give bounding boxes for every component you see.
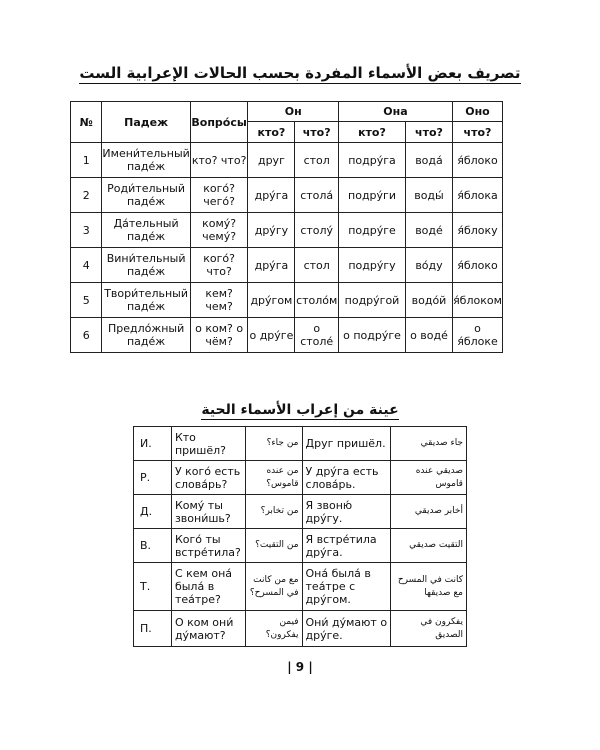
answer-ar: التقيت صديقي <box>391 529 467 563</box>
cell-form: подру́ге <box>339 213 406 248</box>
answer-ru: У дру́га есть слова́рь. <box>302 461 391 495</box>
header-number: № <box>71 102 102 143</box>
cell-form: о воде́ <box>405 318 452 353</box>
cell-form: я́блока <box>452 178 502 213</box>
cell-form: о я́блоке <box>452 318 502 353</box>
cell-form: подру́ги <box>339 178 406 213</box>
cell-form: стол <box>295 143 339 178</box>
cell-form: о дру́ге <box>248 318 295 353</box>
case-questions: о ком? о чём? <box>190 318 248 353</box>
case-abbrev: Р. <box>134 461 172 495</box>
case-questions: кем? чем? <box>190 283 248 318</box>
cell-form: воды́ <box>405 178 452 213</box>
cell-form: дру́гом <box>248 283 295 318</box>
case-name: Да́тельный паде́ж <box>102 213 190 248</box>
table-row <box>134 427 467 461</box>
row-number: 5 <box>71 283 102 318</box>
question-ar: فيمن يفكرون؟ <box>245 611 302 647</box>
cell-form: столу́ <box>295 213 339 248</box>
cell-form: столо́м <box>295 283 339 318</box>
table-row <box>134 461 467 495</box>
answer-ar: كانت في المسرح مع صديقها <box>391 563 467 611</box>
cell-form: вода́ <box>405 143 452 178</box>
answer-ar: أخابر صديقي <box>391 495 467 529</box>
case-questions: кого́? что? <box>190 248 248 283</box>
cell-form: подру́гу <box>339 248 406 283</box>
cell-form: воде́ <box>405 213 452 248</box>
subheader-kto: кто? <box>339 122 406 143</box>
subheader-chto: что? <box>405 122 452 143</box>
header-case: Падеж <box>102 102 190 143</box>
table-row <box>134 495 467 529</box>
cell-form: о подру́ге <box>339 318 406 353</box>
cell-form: друг <box>248 143 295 178</box>
case-name: Имени́тельный паде́ж <box>102 143 190 178</box>
case-questions: кому́? чему́? <box>190 213 248 248</box>
case-questions: кого́? чего́? <box>190 178 248 213</box>
cell-form: стола́ <box>295 178 339 213</box>
cell-form: стол <box>295 248 339 283</box>
table-row <box>71 178 503 213</box>
subheader-chto: что? <box>452 122 502 143</box>
example-table <box>133 426 467 647</box>
answer-ar: جاء صديقي <box>391 427 467 461</box>
case-abbrev: И. <box>134 427 172 461</box>
cell-form: я́блоко <box>452 143 502 178</box>
question-ar: من جاء؟ <box>245 427 302 461</box>
header-on: Он <box>248 102 339 122</box>
table-row <box>134 529 467 563</box>
row-number: 6 <box>71 318 102 353</box>
subheader-kto: кто? <box>248 122 295 143</box>
table-row <box>71 318 503 353</box>
cell-form: дру́га <box>248 248 295 283</box>
question-ru: Кого́ ты встре́тила? <box>171 529 245 563</box>
header-ono: Оно <box>452 102 502 122</box>
table-row <box>134 611 467 647</box>
case-questions: кто? что? <box>190 143 248 178</box>
cell-form: о столе́ <box>295 318 339 353</box>
question-ru: О ком они́ ду́мают? <box>171 611 245 647</box>
cell-form: водо́й <box>405 283 452 318</box>
table-row <box>71 213 503 248</box>
case-name: Вини́тельный паде́ж <box>102 248 190 283</box>
table2-title: عينة من إعراب الأسماء الحية <box>201 402 399 418</box>
table-row <box>71 143 503 178</box>
cell-form: во́ду <box>405 248 452 283</box>
question-ar: مع من كانت في المسرح؟ <box>245 563 302 611</box>
question-ar: من تخابر؟ <box>245 495 302 529</box>
question-ru: У кого́ есть слова́рь? <box>171 461 245 495</box>
question-ar: من عنده قاموس؟ <box>245 461 302 495</box>
answer-ru: Я звоню́ дру́гу. <box>302 495 391 529</box>
table-row <box>71 248 503 283</box>
case-abbrev: Д. <box>134 495 172 529</box>
header-ona: Она <box>339 102 453 122</box>
question-ru: Кто пришёл? <box>171 427 245 461</box>
row-number: 2 <box>71 178 102 213</box>
case-name: Предло́жный паде́ж <box>102 318 190 353</box>
cell-form: подру́га <box>339 143 406 178</box>
row-number: 4 <box>71 248 102 283</box>
declension-table <box>70 101 503 353</box>
answer-ru: Они́ ду́мают о дру́ге. <box>302 611 391 647</box>
cell-form: дру́га <box>248 178 295 213</box>
cell-form: я́блоко <box>452 248 502 283</box>
answer-ar: يفكرون في الصديق <box>391 611 467 647</box>
row-number: 3 <box>71 213 102 248</box>
cell-form: я́блоку <box>452 213 502 248</box>
case-name: Роди́тельный паде́ж <box>102 178 190 213</box>
subheader-chto: что? <box>295 122 339 143</box>
case-abbrev: В. <box>134 529 172 563</box>
answer-ru: Я встре́тила дру́га. <box>302 529 391 563</box>
table1-title: تصريف بعض الأسماء المفردة بحسب الحالات الإعرابية الست <box>79 64 521 82</box>
answer-ru: Друг пришёл. <box>302 427 391 461</box>
cell-form: подру́гой <box>339 283 406 318</box>
answer-ru: Она́ была́ в теа́тре с дру́гом. <box>302 563 391 611</box>
case-abbrev: П. <box>134 611 172 647</box>
case-abbrev: Т. <box>134 563 172 611</box>
table-row <box>134 563 467 611</box>
question-ar: من التقيت؟ <box>245 529 302 563</box>
row-number: 1 <box>71 143 102 178</box>
header-questions: Вопро́сы <box>190 102 248 143</box>
case-name: Твори́тельный паде́ж <box>102 283 190 318</box>
question-ru: Кому́ ты звони́шь? <box>171 495 245 529</box>
table-row <box>71 283 503 318</box>
question-ru: С кем она́ была́ в теа́тре? <box>171 563 245 611</box>
page-number: | 9 | <box>287 660 313 674</box>
cell-form: дру́гу <box>248 213 295 248</box>
cell-form: я́блоком <box>452 283 502 318</box>
answer-ar: صديقي عنده قاموس <box>391 461 467 495</box>
